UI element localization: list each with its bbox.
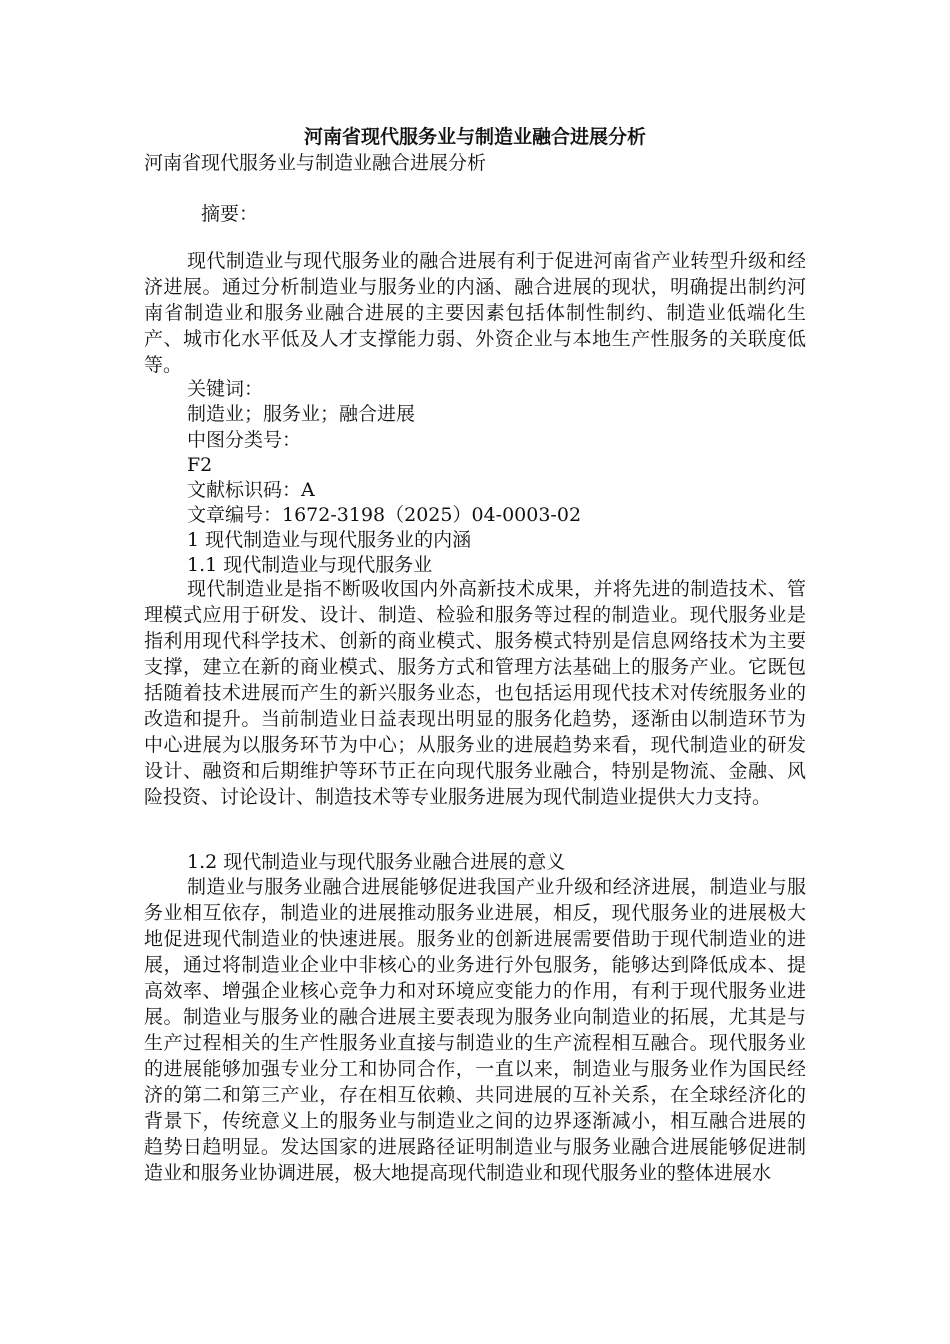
document-code: 文献标识码：A — [187, 479, 315, 501]
section-heading-1: 1 现代制造业与现代服务业的内涵 — [187, 529, 472, 551]
clc-value: F2 — [187, 454, 213, 476]
section-heading-1-1: 1.1 现代制造业与现代服务业 — [187, 554, 433, 576]
section-heading-1-2: 1.2 现代制造业与现代服务业融合进展的意义 — [187, 851, 566, 873]
document-title: 河南省现代服务业与制造业融合进展分析 — [303, 126, 646, 148]
body-paragraph-2: 制造业与服务业融合进展能够促进我国产业升级和经济进展，制造业与服务业相互依存，制造业的进展推动服务业进展，相反，现代服务业的进展极大地促进现代制造业的快速进展。服务业的创新进展需要借助于现代制造业的进展，通过将制造业企业中非核心的业务进行外包服务，能够达到降低成本、提高效率、增强企业核心竞争力和对环境应变能力的作用，有利于现代服务业进展。制造业与服务业的融合进展主要表现为服务业向制造业的拓展，尤其是与生产过程相关的生产性服务业直接与制造业的生产流程相互融合。现代服务业的进展能够加强专业分工和协同合作，一直以来，制造业与服务业作为国民经济的第二和第三产业，存在相互依赖、共同进展的互补关系，在全球经济化的背景下，传统意义上的服务业与制造业之间的边界逐渐减小，相互融合进展的趋势日趋明显。发达国家的进展路径证明制造业与服务业融合进展能够促进制造业和服务业协调进展，极大地提高现代制造业和现代服务业的整体进展水 — [144, 876, 806, 1184]
body-paragraph-1: 现代制造业是指不断吸收国内外高新技术成果，并将先进的制造技术、管理模式应用于研发、设计、制造、检验和服务等过程的制造业。现代服务业是指利用现代科学技术、创新的商业模式、服务模式特别是信息网络技术为主要支撑，建立在新的商业模式、服务方式和管理方法基础上的服务产业。它既包括随着技术进展而产生的新兴服务业态，也包括运用现代技术对传统服务业的改造和提升。当前制造业日益表现出明显的服务化趋势，逐渐由以制造环节为中心进展为以服务环节为中心；从服务业的进展趋势来看，现代制造业的研发设计、融资和后期维护等环节正在向现代服务业融合，特别是物流、金融、风险投资、讨论设计、制造技术等专业服务进展为现代制造业提供大力支持。 — [144, 578, 806, 808]
keywords-text: 制造业；服务业；融合进展 — [187, 403, 416, 425]
clc-label: 中图分类号： — [187, 429, 302, 451]
abstract-label: 摘要： — [201, 203, 259, 225]
document-subtitle: 河南省现代服务业与制造业融合进展分析 — [144, 152, 487, 174]
keywords-label: 关键词： — [187, 378, 264, 400]
abstract-paragraph: 现代制造业与现代服务业的融合进展有利于促进河南省产业转型升级和经济进展。通过分析制造业与服务业的内涵、融合进展的现状，明确提出制约河南省制造业和服务业融合进展的主要因素包括体制性制约、制造业低端化生产、城市化水平低及人才支撑能力弱、外资企业与本地生产性服务的关联度低等。 — [144, 250, 806, 376]
article-number: 文章编号：1672-3198（2025）04-0003-02 — [187, 504, 582, 526]
